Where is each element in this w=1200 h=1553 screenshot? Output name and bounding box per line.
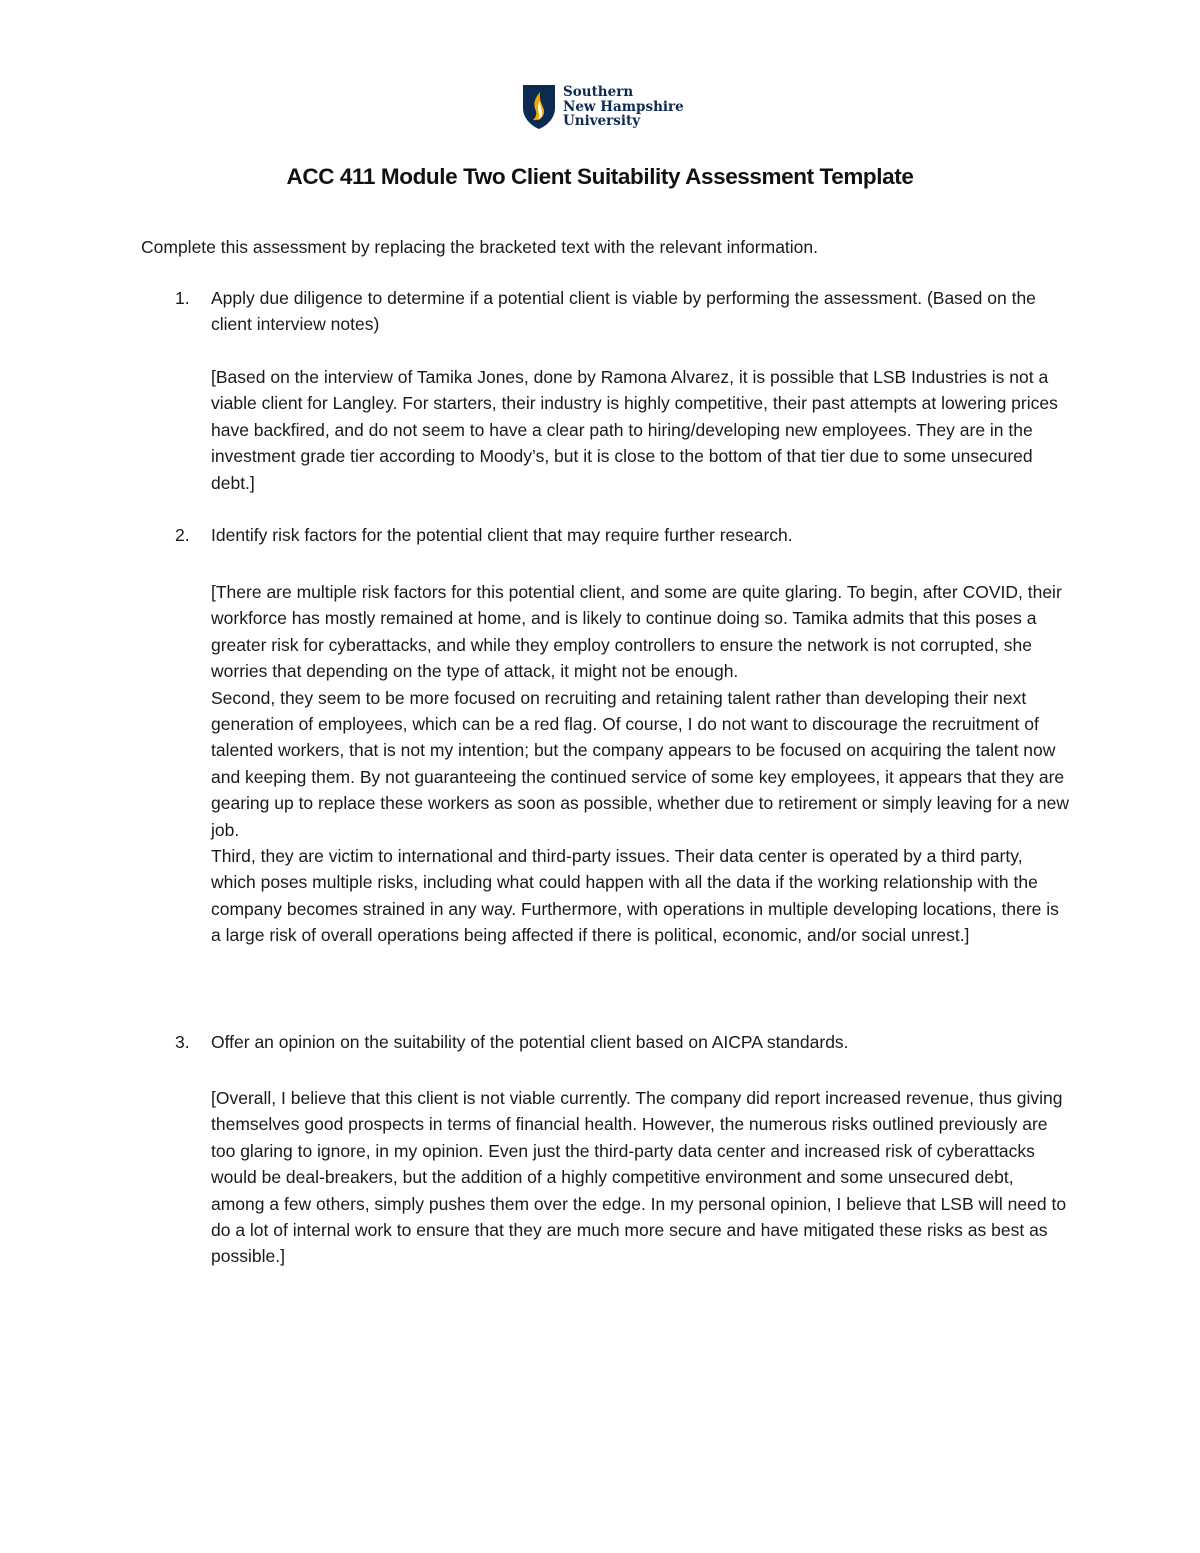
answer-paragraph: [Overall, I believe that this client is not viable currently. The company did report increased revenue, thus giving themselves good prospects in terms of financial health. However, the numerous risks outlined previously are too glaring to ignore, in my opinion. Even just the third-party data center and increased risk of cyberattacks would be deal-breakers, but the addition of a highly competitive environment and some unsecured debt, among a few others, simply pushes them over the edge. In my personal opinion, I believe that LSB will need to do a lot of internal work to ensure that they are much more secure and have mitigated these risks as best as possible.] xyxy=(211,1088,1067,1267)
question-prompt: Apply due diligence to determine if a potential client is viable by performing the assessment. (Based on the client interview notes) xyxy=(211,288,1036,335)
answer-2 xyxy=(211,579,1071,949)
flame-shield-icon xyxy=(522,84,556,130)
logo-wordmark xyxy=(563,85,684,129)
answer-paragraph: [There are multiple risk factors for this potential client, and some are quite glaring. To begin, after COVID, their workforce has mostly remained at home, and is likely to continue doing so. Tamika admits that this poses a greater risk for cyberattacks, and while they employ controllers to ensure the network is not corrupted, she worries that depending on the type of attack, it might not be enough. xyxy=(211,582,1062,682)
document-title: ACC 411 Module Two Client Suitability Assessment Template xyxy=(286,164,914,189)
question-2 xyxy=(141,522,1071,548)
question-prompt: Offer an opinion on the suitability of the potential client based on AICPA standards. xyxy=(211,1032,849,1052)
question-number: 3. xyxy=(175,1032,190,1052)
answer-1 xyxy=(211,364,1071,496)
answer-3 xyxy=(211,1085,1071,1270)
logo-line-3: University xyxy=(563,113,641,129)
question-1 xyxy=(141,285,1071,338)
answer-paragraph: [Based on the interview of Tamika Jones, done by Ramona Alvarez, it is possible that LSB Industries is not a viable client for Langley. For starters, their industry is highly competitive, their past attempts at lowering prices have backfired, and do not seem to have a clear path to hiring/developing new employees. They are in the investment grade tier according to Moody’s, but it is close to the bottom of that tier due to some unsecured debt.] xyxy=(211,367,1058,493)
answer-paragraph: Second, they seem to be more focused on recruiting and retaining talent rather than developing their next generation of employees, which can be a red flag. Of course, I do not want to discourage the recruitment of talented workers, that is not my intention; but the company appears to be focused on acquiring the talent now and keeping them. By not guaranteeing the continued service of some key employees, it appears that they are gearing up to replace these workers as soon as possible, whether due to retirement or simply leaving for a new job. xyxy=(211,687,1069,840)
question-number: 1. xyxy=(175,288,190,308)
logo-line-2: New Hampshire xyxy=(563,98,684,115)
instructions-text: Complete this assessment by replacing the bracketed text with the relevant information. xyxy=(141,237,819,257)
answer-paragraph: Third, they are victim to international and third-party issues. Their data center is operated by a third party, which poses multiple risks, including what could happen with all the data if the working relationship with the company becomes strained in any way. Furthermore, with operations in multiple developing locations, there is a large risk of overall operations being affected if there is political, economic, and/or social unrest.] xyxy=(211,846,1059,946)
logo-line-1: Southern xyxy=(563,84,634,100)
question-3 xyxy=(141,1029,1071,1055)
question-prompt: Identify risk factors for the potential client that may require further research. xyxy=(211,525,793,545)
university-logo xyxy=(522,84,684,132)
question-number: 2. xyxy=(175,525,190,545)
